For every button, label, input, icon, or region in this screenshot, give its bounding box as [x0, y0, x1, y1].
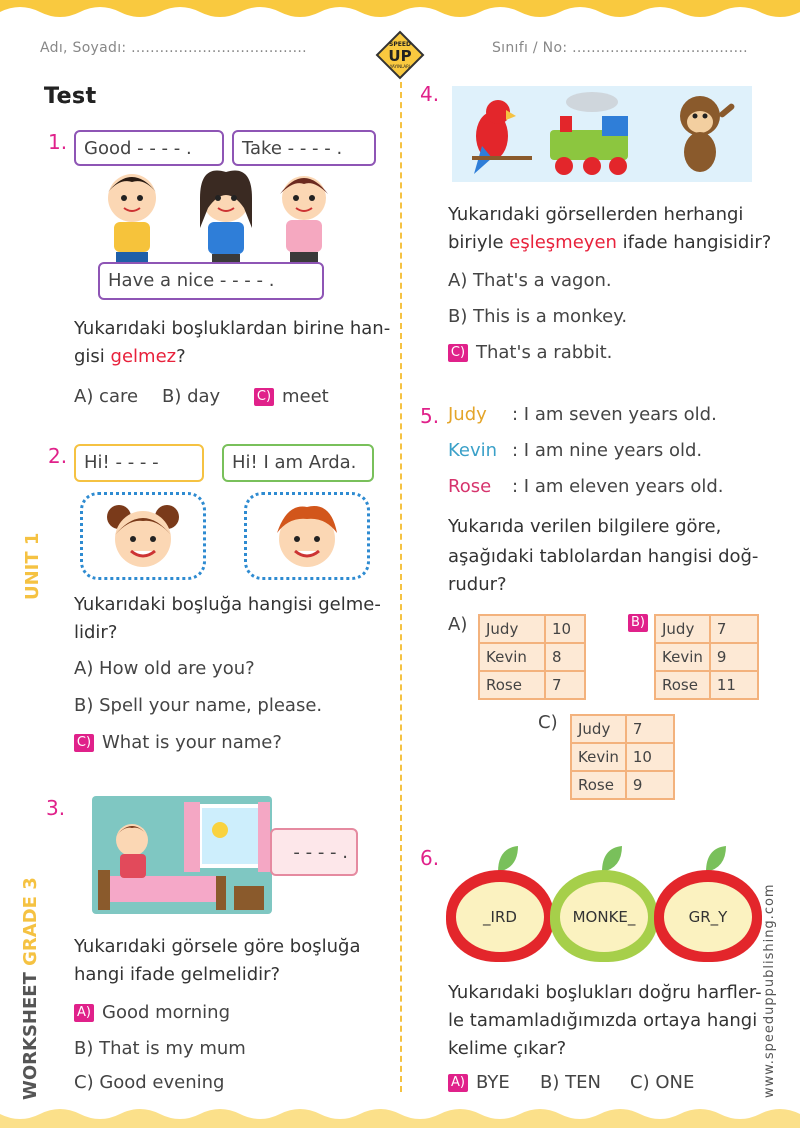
answer-mark: C) [74, 734, 94, 752]
apple-red-2 [654, 870, 762, 962]
q1-option-c[interactable] [254, 386, 329, 407]
q5-table-b[interactable] [654, 614, 759, 700]
q1-children-illustration [100, 168, 336, 264]
q1-bubble-good: Good - - - - . [74, 130, 224, 166]
q4-option-c[interactable] [448, 342, 612, 363]
q1-question-line1: Yukarıdaki boşluklardan birine han- [74, 318, 391, 339]
worksheet-text: WORKSHEET [20, 972, 41, 1100]
q5-line-kevin [448, 440, 702, 461]
q3-option-b[interactable]: B) That is my mum [74, 1038, 246, 1059]
q2-question-line1: Yukarıdaki boşluğa hangisi gelme- [74, 594, 381, 615]
q4-option-c-text: That's a rabbit. [476, 342, 613, 363]
q2-option-c[interactable] [74, 732, 282, 753]
table-cell: Kevin [479, 643, 545, 671]
q5-question-line3: rudur? [448, 574, 507, 595]
table-row [479, 643, 585, 671]
q6-option-a[interactable] [448, 1072, 510, 1093]
table-cell: Judy [655, 615, 710, 643]
class-field-label: Sınıfı / No: ..................................... [492, 40, 748, 56]
table-row [479, 615, 585, 643]
q1-text-part: gisi [74, 346, 111, 367]
side-unit-label: UNIT 1 [22, 532, 43, 600]
q5-name-kevin: Kevin [448, 440, 498, 461]
apple-word-3: GR_Y [664, 882, 752, 952]
q2-girl-frame [80, 492, 206, 580]
q3-option-c[interactable]: C) Good evening [74, 1072, 225, 1093]
q5-option-b-label[interactable] [628, 612, 656, 633]
q5-name-rose: Rose [448, 476, 492, 497]
q3-number: 3. [46, 796, 66, 820]
answer-mark: B) [628, 614, 648, 632]
table-cell: 8 [545, 643, 585, 671]
table-cell: Rose [655, 671, 710, 699]
q3-option-a[interactable] [74, 1002, 230, 1023]
table-cell: 7 [710, 615, 758, 643]
q5-text-rose: : I am eleven years old. [512, 476, 724, 497]
boy-face-icon [247, 495, 367, 577]
table-cell: 11 [710, 671, 758, 699]
table-cell: 10 [545, 615, 585, 643]
q2-boy-frame [244, 492, 370, 580]
q2-question-line2: lidir? [74, 622, 118, 643]
bottom-wave-decoration [0, 1102, 800, 1128]
q6-question-line2: le tamamladığımızda ortaya hangi [448, 1010, 758, 1031]
table-cell: Kevin [571, 743, 626, 771]
q6-option-c[interactable]: C) ONE [630, 1072, 695, 1093]
q4-question-line1: Yukarıdaki görsellerden herhangi [448, 204, 744, 225]
q5-option-c-label[interactable]: C) [538, 712, 558, 733]
table-row [571, 743, 674, 771]
q3-question-line1: Yukarıdaki görsele göre boşluğa [74, 936, 361, 957]
q4-question-line2 [448, 228, 771, 258]
apple-green [550, 870, 658, 962]
q6-question-line1: Yukarıdaki boşlukları doğru harfler- [448, 982, 762, 1003]
girl-braids-icon [280, 176, 328, 264]
q4-text-end: ifade hangisidir? [616, 232, 772, 253]
q4-number: 4. [420, 82, 440, 106]
q5-text-kevin: : I am nine years old. [512, 440, 703, 461]
q5-question-line1: Yukarıda verilen bilgilere göre, [448, 516, 722, 537]
table-row [655, 643, 758, 671]
girl-face-icon [83, 495, 203, 577]
q4-text-part: biriyle [448, 232, 510, 253]
publisher-url: www.speeduppublishing.com [762, 883, 777, 1098]
apple-word-2: MONKE_ [560, 882, 648, 952]
q5-name-judy: Judy [448, 404, 487, 425]
q5-question-line2: aşağıdaki tablolardan hangisi doğ- [448, 546, 759, 567]
q6-option-a-text: BYE [476, 1072, 510, 1093]
table-cell: Kevin [655, 643, 710, 671]
q2-option-c-text: What is your name? [102, 732, 282, 753]
q3-option-a-text: Good morning [102, 1002, 230, 1023]
table-cell: 9 [626, 771, 674, 799]
q1-bubble-have-a-nice: Have a nice - - - - . [98, 262, 324, 300]
q2-option-a[interactable]: A) How old are you? [74, 658, 255, 679]
q5-table-a[interactable] [478, 614, 586, 700]
q5-line-judy [448, 404, 717, 425]
table-cell: Judy [479, 615, 545, 643]
q5-text-judy: : I am seven years old. [512, 404, 717, 425]
table-cell: 7 [626, 715, 674, 743]
side-worksheet-label [20, 877, 41, 1100]
q1-option-b[interactable]: B) day [162, 386, 221, 407]
boy-icon [108, 174, 156, 264]
table-row [655, 671, 758, 699]
answer-mark: A) [448, 1074, 468, 1092]
logo-main-text: UP [388, 47, 412, 65]
q1-bubble-take: Take - - - - . [232, 130, 376, 166]
grade-text: GRADE 3 [20, 877, 41, 966]
speed-up-logo [375, 30, 425, 80]
table-cell: 7 [545, 671, 585, 699]
q6-question-line3: kelime çıkar? [448, 1038, 567, 1059]
table-cell: Rose [479, 671, 545, 699]
name-field-label: Adı, Soyadı: ..................................... [40, 40, 307, 56]
q6-number: 6. [420, 846, 440, 870]
q2-option-b[interactable]: B) Spell your name, please. [74, 695, 323, 716]
table-row [571, 715, 674, 743]
answer-mark: A) [74, 1004, 94, 1022]
q5-table-c[interactable] [570, 714, 675, 800]
apple-red-1 [446, 870, 554, 962]
q4-keyword-eslesmeyen: eşleşmeyen [509, 232, 617, 253]
apple-word-1: _IRD [456, 882, 544, 952]
q2-bubble-arda: Hi! I am Arda. [222, 444, 374, 482]
q3-bedroom-illustration [92, 796, 272, 914]
girl-icon [200, 170, 252, 264]
logo-bottom-text: YAYINLARI [389, 64, 411, 69]
table-cell: Rose [571, 771, 626, 799]
q5-option-a-label[interactable]: A) [448, 614, 468, 635]
q1-option-c-text: meet [282, 386, 329, 407]
top-wave-decoration [0, 0, 800, 24]
column-divider [400, 82, 402, 1092]
q1-keyword-gelmez: gelmez [110, 346, 177, 367]
q5-line-rose [448, 476, 724, 497]
q4-option-b[interactable]: B) This is a monkey. [448, 306, 628, 327]
q6-option-b[interactable]: B) TEN [540, 1072, 601, 1093]
logo-top-text: SPEED [389, 41, 411, 48]
q2-bubble-hi: Hi! - - - - [74, 444, 204, 482]
answer-mark: C) [448, 344, 468, 362]
q1-text-end: ? [176, 346, 186, 367]
q1-number: 1. [48, 130, 68, 154]
q3-question-line2: hangi ifade gelmelidir? [74, 964, 281, 985]
q4-illustration-strip [452, 86, 752, 182]
table-cell: Judy [571, 715, 626, 743]
table-cell: 10 [626, 743, 674, 771]
table-row [655, 615, 758, 643]
q3-speech-bubble: - - - - . [270, 828, 358, 876]
table-row [479, 671, 585, 699]
table-row [571, 771, 674, 799]
q1-question-line2 [74, 342, 186, 372]
page-title: Test [44, 84, 97, 109]
table-cell: 9 [710, 643, 758, 671]
q4-option-a[interactable]: A) That's a vagon. [448, 270, 612, 291]
q5-number: 5. [420, 404, 440, 428]
q2-number: 2. [48, 444, 68, 468]
answer-mark: C) [254, 388, 274, 406]
q1-option-a[interactable]: A) care [74, 386, 139, 407]
